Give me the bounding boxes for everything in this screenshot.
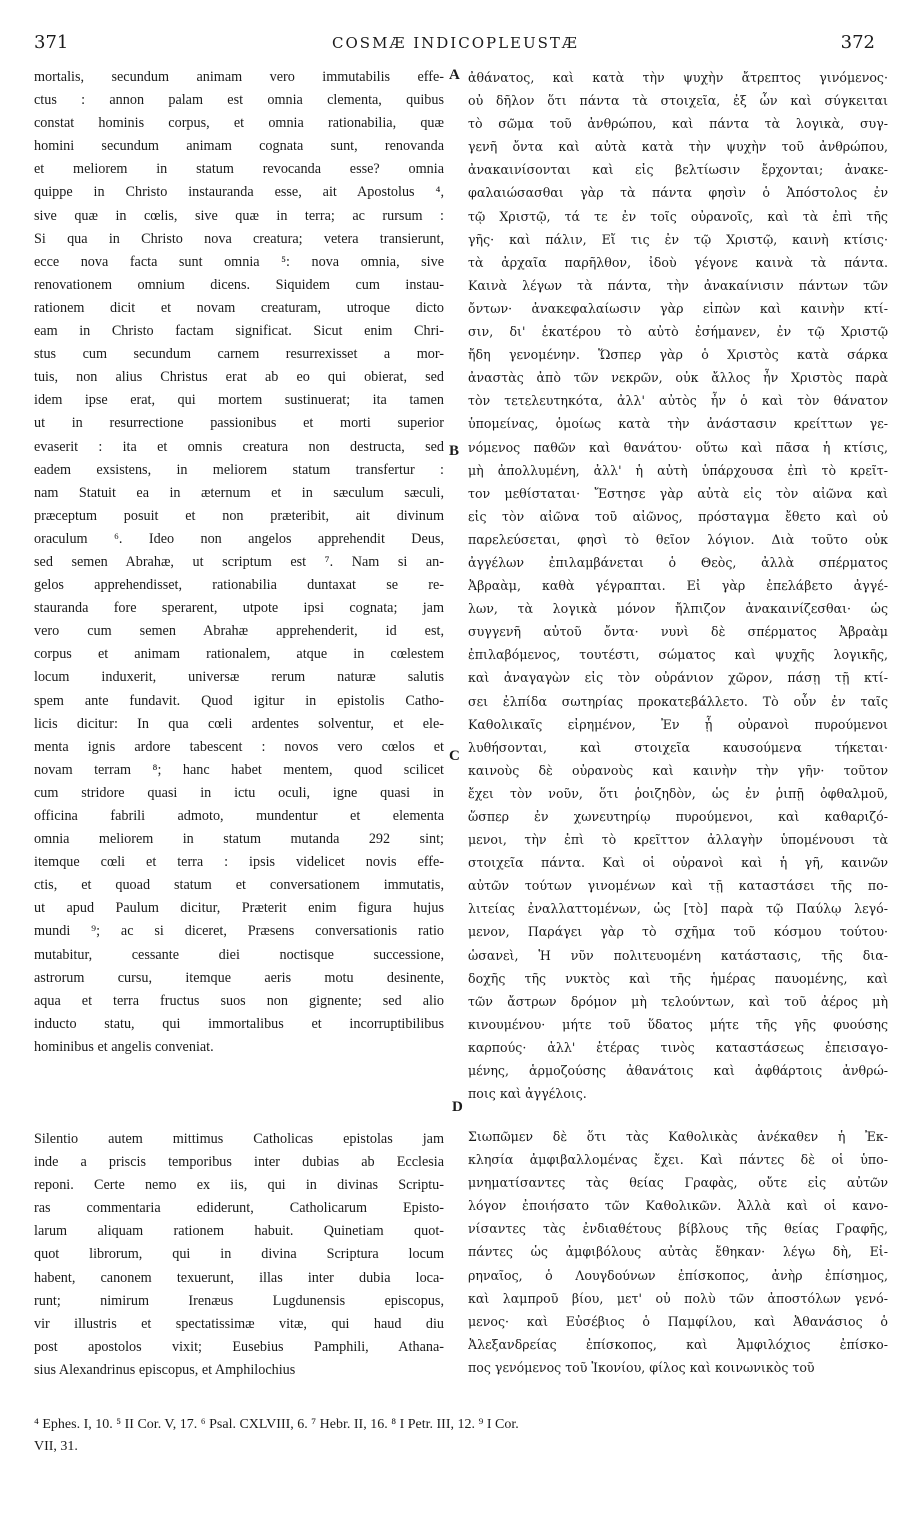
text-line: ἀθάνατος, καὶ κατὰ τὴν ψυχὴν ἄτρεπτος γινόμενος· xyxy=(468,70,888,85)
text-line: præceptum posuit et non præteribit, ait divinum xyxy=(34,507,444,524)
text-line: ecce nova facta sunt omnia ⁵: nova omnia, sive xyxy=(34,253,444,270)
text-line: γῆς· καὶ πάλιν, Εἴ τις ἐν τῷ Χριστῷ, καινὴ κτίσις· xyxy=(468,231,888,247)
text-line: stauranda fore sperarent, utpote ipsi cognata; jam xyxy=(34,600,444,617)
text-line: λόγον ἐποιήσατο τῶν Καθολικῶν. Ἀλλὰ καὶ οἱ κανο- xyxy=(468,1198,888,1214)
text-line: μενος· καὶ Εὐσέβιος ὁ Παμφίλου, καὶ Ἀθανάσιος ὁ xyxy=(468,1313,888,1329)
text-line: μενοι, τὴν ἐπὶ τὸ κρεῖττον ἀλλαγὴν ὑπομένουσι τὰ xyxy=(468,832,888,848)
text-line: σει ἐλπίδα σωτηρίας προκατεβάλλετο. Τὸ οὖν ἐν ταῖς xyxy=(468,693,888,709)
text-line: vir illustris et spectatissimæ vitæ, qui haud diu xyxy=(34,1315,444,1332)
text-line: λων, τὰ λογικὰ μόνον ἤλπιζον ἀνακαινίζεσθαι· ὡς xyxy=(468,601,888,617)
text-line: ἀγγέλων ἐπιλαμβάνεται ὁ Θεὸς, ἀλλὰ σπέρματος xyxy=(468,554,888,570)
text-line: constat hominis corpus, et omnia rationabilia, quæ xyxy=(34,115,444,132)
text-line: μὴ ἀπολλυμένη, ἀλλ' ἡ αὐτὴ ὑπάρχουσα ἐπὶ τὸ κρεῖτ- xyxy=(468,462,888,478)
text-line: συγγενῆ αὐτοῦ ὄντα· νυνὶ δὲ σπέρματος Ἀβραὰμ xyxy=(468,624,888,640)
text-line: sed semen Abrahæ, ut scriptum est ⁷. Nam si an- xyxy=(34,553,444,570)
greek-column xyxy=(468,66,888,1105)
text-line: et meliorem in statum revocanda esse? omnia xyxy=(34,161,444,178)
text-line: τῷ Χριστῷ, τά τε ἐν τοῖς οὐρανοῖς, καὶ τὰ ἐπὶ τῆς xyxy=(468,208,888,224)
text-line: εἰς τὸν αἰῶνα τοῦ αἰῶνος, πρόσταγμα ἔθετο καὶ οὐ xyxy=(468,508,888,524)
text-line: τὸν τετελευτηκότα, ἀλλ' αὐτὸς ἦν ὁ καὶ τὸν θάνατον xyxy=(468,393,888,409)
text-line: spem ante fundavit. Quod igitur in epistolis Catho- xyxy=(34,692,444,709)
text-line: στοιχεῖα πάντα. Καὶ οἱ οὐρανοὶ καὶ ἡ γῆ, καινῶν xyxy=(468,855,888,871)
text-line: Silentio autem mittimus Catholicas epistolas jam xyxy=(34,1131,444,1147)
text-line: ὑπομείνας, ὁμοίως κατὰ τὴν ἀνάστασιν κρείττων γε- xyxy=(468,416,888,432)
margin-marker-a: A xyxy=(449,67,460,83)
latin-column-para2 xyxy=(34,1128,444,1382)
text-line: καὶ ἀναγαγὼν εἰς τὸν οὐράνιον χῶρον, πάσῃ τῇ κτί- xyxy=(468,670,888,686)
text-line: omnia meliorem in statum mutanda 292 sint; xyxy=(34,831,444,848)
text-line: sive quæ in cœlis, sive quæ in terra; ac rursum : xyxy=(34,207,444,224)
text-line: aqua et terra fructus suos non gignente; sed alio xyxy=(34,992,444,1009)
text-line: officina fabrili admoto, mundentur et elementa xyxy=(34,808,444,824)
text-line: ἤδη γενομένην. Ὥσπερ γὰρ ὁ Χριστὸς κατὰ σάρκα xyxy=(468,347,888,363)
text-line: ρηναῖος, ὁ Λουγδούνων ἐπίσκοπος, ἀνὴρ ἐπίσημος, xyxy=(468,1267,888,1283)
right-page-number: 372 xyxy=(840,32,875,53)
text-line: ut apud Paulum dicitur, Præterit enim figura hujus xyxy=(34,900,444,917)
text-line: πος γενόμενος τοῦ Ἰκονίου, φίλος καὶ κοινωνικὸς τοῦ xyxy=(468,1359,815,1375)
text-line: ἔχει τὸν νοῦν, ὅτι ῥοιζηδὸν, ὡς ἐν ῥιπῇ ὀφθαλμοῦ, xyxy=(468,785,888,801)
text-line: evaserit : ita et omnis creatura non destructa, sed xyxy=(34,438,444,455)
text-line: φαλαιώσασθαι γὰρ τὰ πάντα φησὶν ὁ Ἀπόστολος ἐν xyxy=(468,185,888,201)
text-line: reponi. Certe nemo ex iis, qui in divinas Scriptu- xyxy=(34,1177,444,1194)
text-line: ἐπιλαβόμενος, τουτέστι, σώματος καὶ ψυχῆς λογικῆς, xyxy=(468,647,888,663)
text-line: vero cum semen Abrahæ apprehenderit, id est, xyxy=(34,623,444,640)
text-line: habent, canonem texuerunt, illas inter dubia loca- xyxy=(34,1269,444,1286)
footnote-line: VII, 31. xyxy=(34,1439,78,1454)
text-line: ποις καὶ ἀγγέλοις. xyxy=(468,1086,587,1102)
text-line: λυθήσονται, καὶ στοιχεῖα καυσούμενα τήκεται· xyxy=(468,739,888,755)
greek-column-para2 xyxy=(468,1125,888,1379)
text-line: licis dicitur: In qua cœli ardentes solventur, et ele- xyxy=(34,715,444,732)
text-line: corpus et animam rationalem, atque in cœlestem xyxy=(34,646,444,663)
text-line: stus cum secundum carnem resurrexisset a mor- xyxy=(34,346,444,363)
page-header xyxy=(30,30,881,60)
text-line: αὐτῶν τούτων γινομένων καὶ τῇ καταστάσει τῆς πο- xyxy=(468,878,888,894)
text-line: eam in Christo factam significat. Sicut enim Chri- xyxy=(34,323,444,340)
text-line: quot librorum, qui in divina Scriptura locum xyxy=(34,1246,444,1263)
text-line: παρελεύσεται, φησὶ τὸ θεῖον λόγιον. Διὰ τοῦτο οὐκ xyxy=(468,531,888,547)
text-line: σιν, δι' ἑκατέρου τὸ αὐτὸ ἐσήμανεν, ἐν τῷ Χριστῷ xyxy=(468,324,888,340)
text-line: ἀνακαινίσονται καὶ εἰς βελτίωσιν ἔρχονται; ἀνακε- xyxy=(468,162,888,178)
text-line: ὡσανεὶ, Ἡ νῦν πολιτευομένη κατάστασις, τῆς δια- xyxy=(468,947,888,963)
text-line: τῶν ἄστρων δρόμον μὴ τελούντων, καὶ τοῦ ἀέρος μὴ xyxy=(468,993,888,1009)
text-line: Si qua in Christo nova creatura; vetera transierunt, xyxy=(34,230,444,247)
text-line: eadem exsistens, in meliorem statum transfertur : xyxy=(34,461,444,478)
text-line: ctus : annon palam est omnia clementa, quibus xyxy=(34,92,444,109)
text-line: quippe in Christo instauranda esse, ait Apostolus ⁴, xyxy=(34,184,444,201)
text-line: οὐ δῆλον ὅτι πάντα τὰ στοιχεῖα, ἐξ ὧν καὶ σύγκειται xyxy=(468,93,888,109)
text-line: homini secundum animam cognata sunt, renovanda xyxy=(34,138,444,155)
text-line: κλησία ἀμφιβαλλομένας ἔχει. Καὶ πάντες δὲ οἱ ὑπο- xyxy=(468,1152,888,1168)
margin-marker-b: B xyxy=(449,443,460,459)
latin-column xyxy=(34,66,444,1059)
text-line: μένης, ἁρμοζούσης ἀθανάτοις καὶ ἀφθάρτοις ἀνθρώ- xyxy=(468,1063,888,1079)
text-line: locum induxerit, universæ rerum naturæ salutis xyxy=(34,669,444,686)
text-line: post apostolos vixit; Eusebius Pamphili, Athana- xyxy=(34,1338,444,1355)
text-line: τὰ ἀρχαῖα παρῆλθον, ἰδοὺ γέγονε καινὰ τὰ πάντα. xyxy=(468,254,888,270)
text-line: πάντες ὡς ἀμφιβόλους αὐτὰς ἔθηκαν· λέγω δὴ, Εἰ- xyxy=(468,1244,888,1260)
text-line: δοχῆς τῆς νυκτὸς καὶ τῆς ἡμέρας παυομένης, καὶ xyxy=(468,970,888,986)
text-line: idem ipse erat, qui mortem sustinuerat; ita tamen xyxy=(34,392,444,409)
text-line: νίσαντες τὰς ἐνδιαθέτους βίβλους τῆς θείας Γραφῆς, xyxy=(468,1221,888,1237)
text-line: Καινὰ λέγων τὰ πάντα, τὴν ἀνακαίνισιν πάντων τῶν xyxy=(468,277,888,293)
text-line: itemque cœli et terra : ipsis videlicet novis effe- xyxy=(34,854,444,871)
text-line: runt; nimirum Irenæus Lugdunensis episcopus, xyxy=(34,1292,444,1309)
text-line: κινουμένου· μήτε τοῦ ὕδατος μήτε τῆς γῆς φυούσης xyxy=(468,1016,888,1032)
text-line: inde a priscis temporibus inter dubias ab Ecclesia xyxy=(34,1154,444,1171)
text-line: renovationem omnium dicens. Siquidem cum instau- xyxy=(34,276,444,293)
text-line: nam Statuit ea in æternum et in sæculum sæculi, xyxy=(34,484,444,501)
text-line: Ἀβραὰμ, καθὰ γέγραπται. Εἰ γὰρ ἐπελάβετο ἀγγέ- xyxy=(468,578,888,594)
text-line: Σιωπῶμεν δὲ ὅτι τὰς Καθολικὰς ἀνέκαθεν ἡ Ἐκ- xyxy=(468,1129,888,1144)
text-line: mundi ⁹; ac si diceret, Præsens conversationis ratio xyxy=(34,923,444,940)
text-line: Ἀλεξανδρείας ἐπίσκοπος, καὶ Ἀμφιλόχιος ἐπίσκο- xyxy=(468,1336,888,1352)
footnotes xyxy=(34,1414,884,1458)
text-line: ἀναστὰς ἀπὸ τῶν νεκρῶν, οὐκ ἄλλος ἦν Χριστὸς παρὰ xyxy=(468,370,888,386)
footnote-line: ⁴ Ephes. I, 10. ⁵ II Cor. V, 17. ⁶ Psal. CXLVIII, 6. ⁷ Hebr. II, 16. ⁸ I Petr. III, 12. ⁹ I Cor. xyxy=(34,1417,519,1432)
text-line: mortalis, secundum animam vero immutabilis effe- xyxy=(34,69,444,85)
text-line: rationem dicit et novam creaturam, utroque dicto xyxy=(34,299,444,316)
running-title: COSMÆ INDICOPLEUSTÆ xyxy=(332,34,579,52)
text-line: mutabitur, cessante diei noctisque successione, xyxy=(34,946,444,963)
text-line: ὥσπερ ἐν χωνευτηρίῳ πυρούμενοι, καὶ καθαριζό- xyxy=(468,809,888,824)
left-page-number: 371 xyxy=(34,32,69,53)
margin-marker-c: C xyxy=(449,748,460,764)
text-line: novam terram ⁸; hanc habet mentem, quod scilicet xyxy=(34,761,444,778)
text-line: τον μεθίσταται· Ἔστησε γὰρ αὐτὰ εἰς τὸν αἰῶνα καὶ xyxy=(468,485,888,501)
text-line: λιτείας ἐναλλαττομένων, ὡς [τὸ] παρὰ τῷ Παύλῳ λεγό- xyxy=(468,901,888,917)
text-line: cum stridore quasi in ictu oculi, igne quasi in xyxy=(34,784,444,801)
text-line: γενῆ ὄντα καὶ αὐτὰ κατὰ τὴν ψυχὴν τοῦ ἀνθρώπου, xyxy=(468,139,888,155)
text-line: sius Alexandrinus episcopus, et Amphilochius xyxy=(34,1361,296,1378)
text-line: ras commentaria ediderunt, Catholicarum Episto- xyxy=(34,1200,444,1217)
text-line: inducto statu, qui immortalibus et incorruptibilibus xyxy=(34,1015,444,1032)
text-line: τὸ σῶμα τοῦ ἀνθρώπου, καὶ πάντα τὰ λογικὰ, συγ- xyxy=(468,116,888,132)
text-line: Καθολικαῖς εἰρημένον, Ἐν ᾗ οὐρανοὶ πυρούμενοι xyxy=(468,716,888,732)
text-line: μενον, Παράγει γὰρ τὸ σχῆμα τοῦ κόσμου τούτου· xyxy=(468,924,888,940)
text-line: νόμενος παθῶν καὶ θανάτου· οὕτω καὶ πᾶσα ἡ κτίσις, xyxy=(468,439,888,455)
text-line: μνηματίσαντες τὰς θείας Γραφὰς, οὔτε εἰς αὐτῶν xyxy=(468,1175,888,1191)
text-line: larum aliquam rationem habuit. Quinetiam quot- xyxy=(34,1223,444,1240)
text-line: astrorum cursu, itemque aeris motu desinente, xyxy=(34,969,444,986)
margin-marker-d: D xyxy=(452,1099,463,1115)
text-line: tuis, non alius Christus erat ab eo qui obierat, sed xyxy=(34,369,444,386)
text-line: menta ignis ardore tabescent : novos vero cœlos et xyxy=(34,738,444,755)
text-line: ctis, et quoad statum et conversationem immutatis, xyxy=(34,877,444,894)
text-line: καὶ λαμπροῦ βίου, μετ' οὐ πολὺ τῶν ἀποστόλων γενό- xyxy=(468,1290,888,1306)
text-line: καινοὺς δὲ οὐρανοὺς καὶ καινὴν τὴν γῆν· τοῦτον xyxy=(468,762,888,778)
text-line: hominibus et angelis conveniat. xyxy=(34,1038,214,1055)
text-line: gelos apprehendisset, rationabilia duntaxat se re- xyxy=(34,577,444,594)
text-line: oraculum ⁶. Ideo non angelos apprehendit Deus, xyxy=(34,530,444,547)
text-line: καρπούς· ἀλλ' ἑτέρας τινὸς καταστάσεως ἐπεισαγο- xyxy=(468,1039,888,1055)
text-line: ut in resurrectione passionibus et morti superior xyxy=(34,415,444,432)
text-line: ὄντων· ἀνακεφαλαίωσιν γὰρ εἰπὼν καὶ καινὴν κτί- xyxy=(468,300,888,316)
